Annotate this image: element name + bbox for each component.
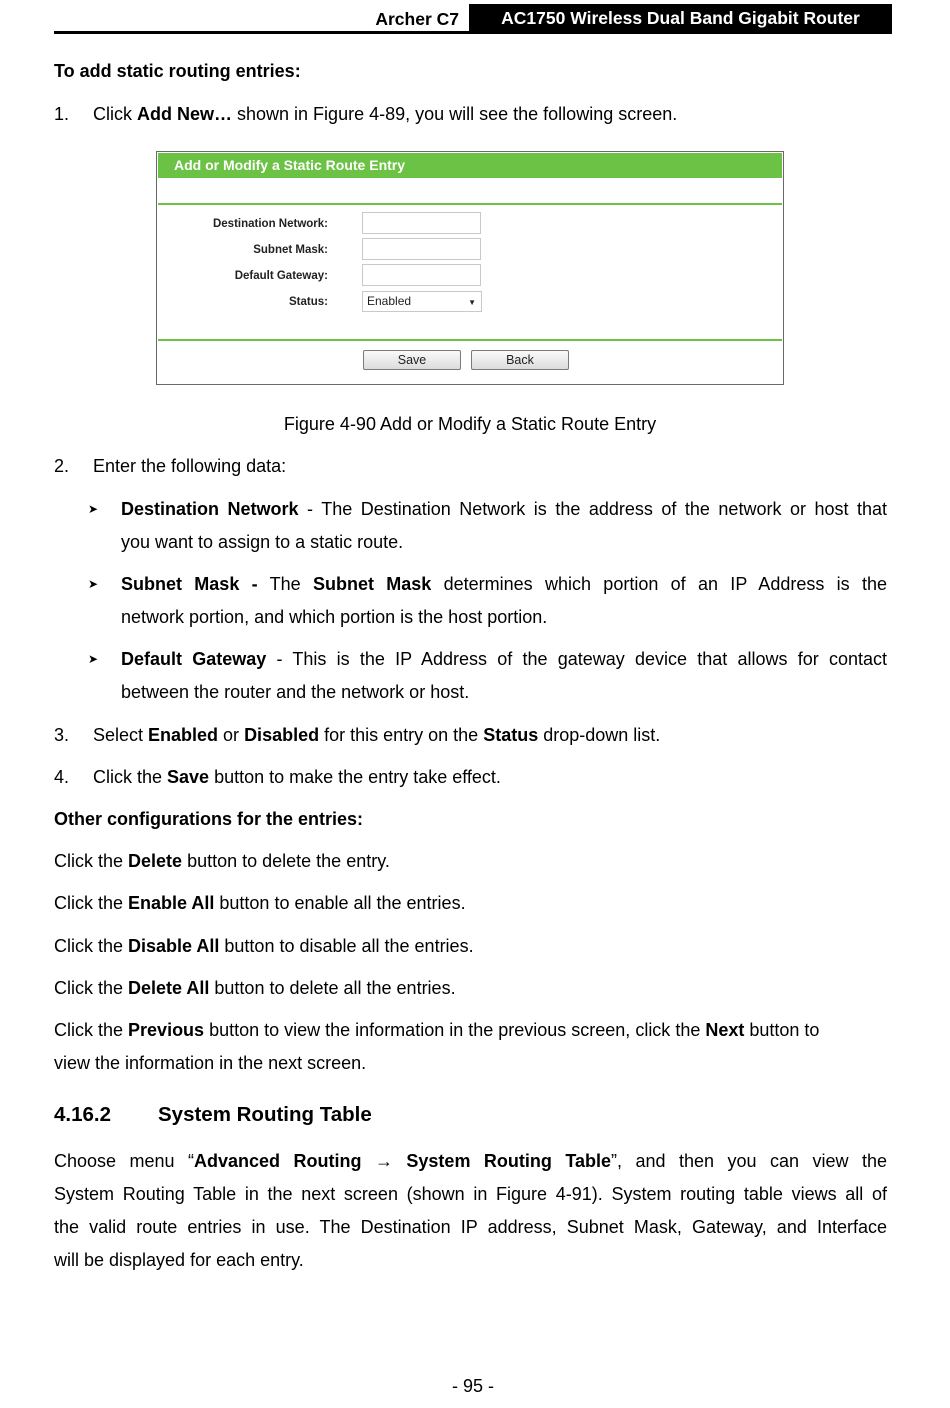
status-select[interactable] [362, 291, 482, 312]
bullet-subnet-mask: Subnet Mask - The Subnet Mask determines which portion of an IP Address is the [121, 574, 887, 594]
save-button[interactable]: Save [363, 350, 461, 370]
default-gateway-input[interactable] [362, 264, 481, 286]
back-button[interactable]: Back [471, 350, 569, 370]
enable-all-instruction: Click the Enable All button to enable all the entries. [54, 893, 466, 913]
bullet-destination-network-cont: you want to assign to a static route. [121, 532, 404, 552]
intro-heading: To add static routing entries: [54, 61, 301, 81]
other-configurations-heading: Other configurations for the entries: [54, 809, 364, 829]
step4-number: 4. [54, 767, 70, 787]
step2-text: Enter the following data: [93, 456, 287, 476]
step3-number: 3. [54, 725, 70, 745]
bullet-subnet-mask-cont: network portion, and which portion is the host portion. [121, 607, 548, 627]
subnet-mask-label: Subnet Mask: [253, 244, 328, 256]
status-label: Status: [289, 296, 328, 308]
step4-text: Click the Save button to make the entry take effect. [93, 767, 501, 787]
bullet-default-gateway-cont: between the router and the network or host. [121, 682, 470, 702]
step2-number: 2. [54, 456, 70, 476]
section-number: 4.16.2 [54, 1103, 111, 1126]
page-header [54, 4, 892, 34]
bullet-arrow-icon: ➤ [88, 652, 99, 666]
bullet-arrow-icon: ➤ [88, 502, 99, 516]
bullet-default-gateway: Default Gateway - This is the IP Address of the gateway device that allows for contact [121, 649, 888, 669]
step1-text: Click Add New… shown in Figure 4-89, you will see the following screen. [93, 104, 678, 124]
header-model: Archer C7 [375, 9, 459, 29]
page-number: - 95 - [451, 1376, 494, 1396]
chevron-down-icon: ▼ [468, 298, 476, 307]
bullet-destination-network: Destination Network - The Destination Network is the address of the network or host that [121, 499, 888, 519]
bullet-arrow-icon: ➤ [88, 577, 99, 591]
header-title: AC1750 Wireless Dual Band Gigabit Router [469, 4, 892, 31]
prev-next-instruction: Click the Previous button to view the information in the previous screen, click the Next button to [54, 1020, 820, 1040]
step3-text: Select Enabled or Disabled for this entry on the Status drop-down list. [93, 725, 661, 745]
static-route-form-figure [156, 151, 784, 385]
section-paragraph-line1: Choose menu “Advanced Routing → System Routing Table”, and then you can view the [54, 1151, 887, 1171]
delete-instruction: Click the Delete button to delete the entry. [54, 851, 390, 871]
status-select-value: Enabled [367, 294, 412, 308]
form-divider-bottom [158, 339, 782, 341]
figure-caption: Figure 4-90 Add or Modify a Static Route Entry [283, 414, 657, 434]
section-paragraph-line4: will be displayed for each entry. [54, 1250, 304, 1270]
section-title: System Routing Table [158, 1103, 372, 1126]
destination-network-label: Destination Network: [212, 218, 328, 230]
form-title: Add or Modify a Static Route Entry [158, 153, 782, 178]
delete-all-instruction: Click the Delete All button to delete all the entries. [54, 978, 456, 998]
subnet-mask-input[interactable] [362, 238, 481, 260]
section-paragraph-line3: the valid route entries in use. The Destination IP address, Subnet Mask, Gateway, and Interface [54, 1217, 887, 1237]
destination-network-input[interactable] [362, 212, 481, 234]
default-gateway-label: Default Gateway: [234, 270, 328, 282]
form-divider-top [158, 203, 782, 205]
prev-next-instruction-cont: view the information in the next screen. [54, 1053, 367, 1073]
disable-all-instruction: Click the Disable All button to disable all the entries. [54, 936, 474, 956]
section-paragraph-line2: System Routing Table in the next screen (shown in Figure 4-91). System routing table views all of [54, 1184, 887, 1204]
step1-number: 1. [54, 104, 70, 124]
